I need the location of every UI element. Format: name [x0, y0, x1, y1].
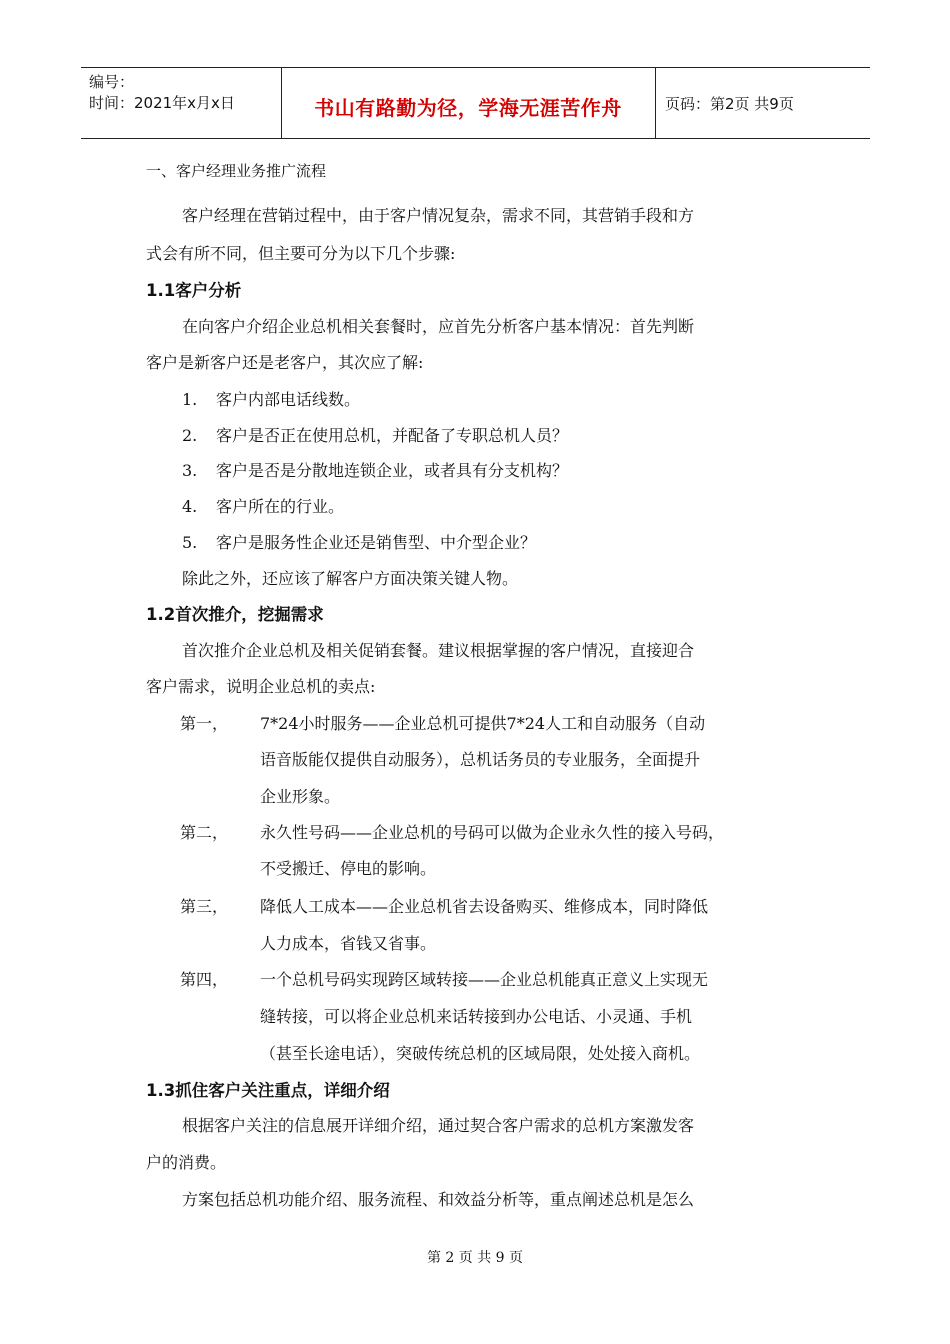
list-item — [182, 496, 345, 518]
paragraph-line: 客户需求，说明企业总机的卖点: — [146, 677, 376, 696]
list-item — [182, 389, 361, 411]
page-footer: 第 2 页 共 9 页 — [426, 1250, 524, 1266]
paragraph-line: 客户经理在营销过程中，由于客户情况复杂，需求不同，其营销手段和方 — [182, 206, 695, 225]
list-item-number: 2. — [182, 426, 198, 445]
point-line: 永久性号码——企业总机的号码可以做为企业永久性的接入号码， — [260, 823, 725, 842]
list-item-number: 1. — [182, 390, 198, 409]
list-item-text: 客户是否正在使用总机，并配备了专职总机人员？ — [216, 426, 569, 445]
page-header — [81, 67, 870, 139]
paragraph-line: 客户是新客户还是老客户，其次应了解: — [146, 353, 424, 372]
paragraph-line: 首次推介企业总机及相关促销套餐。建议根据掌握的客户情况，直接迎合 — [182, 641, 695, 660]
list-item-text: 客户所在的行业。 — [216, 497, 345, 516]
paragraph-line: 在向客户介绍企业总机相关套餐时，应首先分析客户基本情况：首先判断 — [182, 317, 695, 336]
header-meta — [89, 72, 235, 114]
header-motto: 书山有路勤为径，学海无涯苦作舟 — [314, 96, 622, 120]
paragraph-line: 式会有所不同，但主要可分为以下几个步骤: — [146, 244, 456, 263]
date-label: 时间：2021年x月x日 — [89, 94, 235, 112]
point-line: 一个总机号码实现跨区域转接——企业总机能真正意义上实现无 — [260, 970, 709, 989]
list-item-number: 4. — [182, 497, 198, 516]
header-page-label: 页码：第2页 共9页 — [665, 95, 794, 113]
paragraph-line: 方案包括总机功能介绍、服务流程、和效益分析等，重点阐述总机是怎么 — [182, 1190, 695, 1209]
section-title: 一、客户经理业务推广流程 — [146, 162, 327, 180]
list-item-number: 5. — [182, 533, 198, 552]
paragraph-line: 除此之外，还应该了解客户方面决策关键人物。 — [182, 569, 519, 588]
point-line: （甚至长途电话），突破传统总机的区域局限，处处接入商机。 — [260, 1044, 701, 1063]
header-divider — [655, 68, 656, 138]
point-line: 语音版能仅提供自动服务），总机话务员的专业服务，全面提升 — [260, 750, 701, 769]
paragraph-line: 户的消费。 — [146, 1153, 227, 1172]
point-line: 不受搬迁、停电的影响。 — [260, 859, 437, 878]
point-line: 降低人工成本——企业总机省去设备购买、维修成本，同时降低 — [260, 897, 709, 916]
point-line: 人力成本，省钱又省事。 — [260, 934, 437, 953]
heading-1-1: 1.1客户分析 — [146, 281, 242, 300]
point-label: 第二， — [180, 823, 229, 842]
point-label: 第三， — [180, 897, 229, 916]
list-item — [182, 425, 569, 447]
point-label: 第四， — [180, 970, 229, 989]
list-item — [182, 460, 569, 482]
list-item-number: 3. — [182, 461, 198, 480]
point-line: 缝转接，可以将企业总机来话转接到办公电话、小灵通、手机 — [260, 1007, 693, 1026]
heading-1-3: 1.3抓住客户关注重点，详细介绍 — [146, 1081, 390, 1100]
heading-1-2: 1.2首次推介，挖掘需求 — [146, 605, 324, 624]
paragraph-line: 根据客户关注的信息展开详细介绍，通过契合客户需求的总机方案激发客 — [182, 1116, 695, 1135]
number-label: 编号： — [89, 73, 135, 91]
point-line: 企业形象。 — [260, 787, 341, 806]
point-line: 7*24小时服务——企业总机可提供7*24人工和自动服务（自动 — [260, 714, 706, 733]
point-label: 第一， — [180, 714, 229, 733]
list-item-text: 客户内部电话线数。 — [216, 390, 361, 409]
list-item-text: 客户是服务性企业还是销售型、中介型企业？ — [216, 533, 537, 552]
list-item — [182, 532, 537, 554]
list-item-text: 客户是否是分散地连锁企业，或者具有分支机构？ — [216, 461, 569, 480]
